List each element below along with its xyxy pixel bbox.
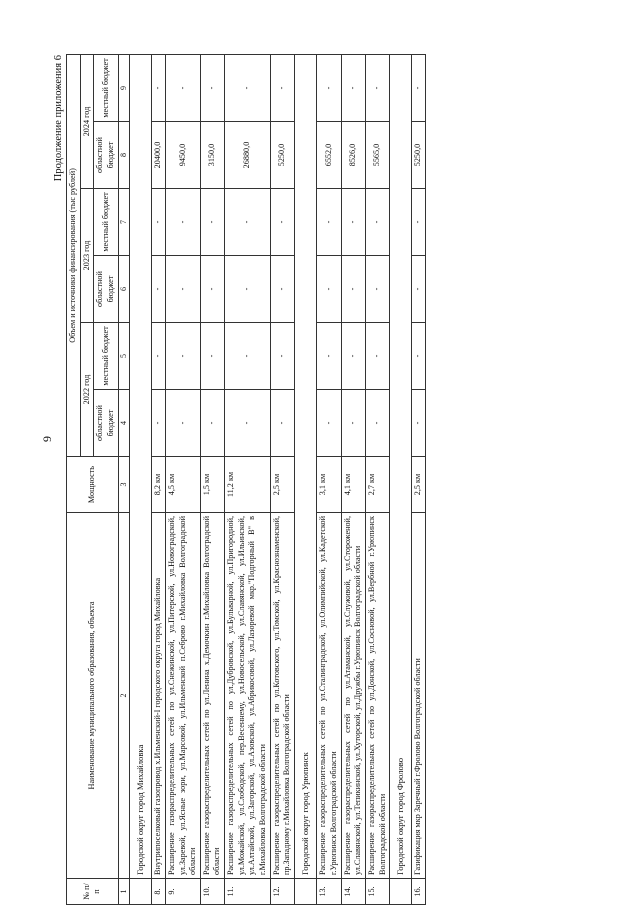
funding-value: - (152, 54, 166, 121)
funding-value: 3150,0 (200, 122, 224, 189)
funding-value: - (412, 189, 426, 256)
section-empty-cell (130, 879, 152, 905)
section-title: Городской округ город Фролово (390, 54, 412, 878)
table-body (130, 54, 426, 904)
col-index: 7 (118, 189, 129, 256)
row-number: 12. (270, 879, 294, 905)
table-row (165, 54, 200, 904)
funding-value: - (270, 54, 294, 121)
header-year-2023: 2023 год (80, 189, 94, 323)
section-row (390, 54, 412, 904)
rotated-table-sheet (48, 55, 426, 905)
row-number: 8. (152, 879, 166, 905)
header-regional: областной бюджет (94, 256, 118, 323)
funding-value: - (365, 256, 389, 323)
row-number: 14. (341, 879, 365, 905)
funding-value: 9450,0 (165, 122, 200, 189)
funding-value: - (152, 390, 166, 457)
funding-value: - (341, 189, 365, 256)
financing-table (66, 54, 426, 905)
funding-value: - (225, 54, 271, 121)
capacity-value: 8,2 км (152, 457, 166, 513)
table-row (412, 54, 426, 904)
funding-value: - (412, 323, 426, 390)
col-index: 4 (118, 390, 129, 457)
funding-value: - (225, 323, 271, 390)
col-index: 9 (118, 54, 129, 121)
header-local: местный бюджет (94, 189, 118, 256)
funding-value: - (412, 256, 426, 323)
table-header (67, 54, 130, 904)
capacity-value: 11,2 км (225, 457, 271, 513)
funding-value: - (165, 256, 200, 323)
section-row (130, 54, 152, 904)
funding-value: - (412, 54, 426, 121)
section-row (295, 54, 317, 904)
row-number: 11. (225, 879, 271, 905)
funding-value: - (365, 54, 389, 121)
header-local: местный бюджет (94, 54, 118, 121)
capacity-value: 4,5 км (165, 457, 200, 513)
funding-value: - (365, 390, 389, 457)
header-funding: Объем и источники финансирования (тыс рублей) (67, 54, 81, 456)
object-name: Расширение газораспределительных сетей по ул.Сталинградской, ул.Олимпийской, ул.Кадетской г.Урюпинск Волгоградской области (317, 513, 341, 879)
funding-value: - (200, 54, 224, 121)
header-local: местный бюджет (94, 323, 118, 390)
row-number: 9. (165, 879, 200, 905)
header-regional: областной бюджет (94, 122, 118, 189)
funding-value: - (225, 390, 271, 457)
funding-value: - (225, 256, 271, 323)
header-regional: областной бюджет (94, 390, 118, 457)
funding-value: - (270, 256, 294, 323)
section-empty-cell (295, 879, 317, 905)
col-index: 5 (118, 323, 129, 390)
col-index: 1 (118, 879, 129, 905)
table-row (341, 54, 365, 904)
row-number: 13. (317, 879, 341, 905)
col-index: 2 (118, 513, 129, 879)
capacity-value: 4,1 км (341, 457, 365, 513)
funding-value: - (341, 54, 365, 121)
funding-value: - (200, 390, 224, 457)
funding-value: 5250,0 (270, 122, 294, 189)
funding-value: 20400,0 (152, 122, 166, 189)
funding-value: - (165, 323, 200, 390)
funding-value: 5250,0 (412, 122, 426, 189)
funding-value: - (200, 256, 224, 323)
funding-value: 8526,0 (341, 122, 365, 189)
funding-value: - (341, 390, 365, 457)
funding-value: 26880,0 (225, 122, 271, 189)
funding-value: - (165, 189, 200, 256)
funding-value: - (365, 189, 389, 256)
object-name: Расширение газораспределительных сетей по ул.Атаманской, ул.Служивой, ул.Стороженой, ул.Славянской, ул.Тепикинской, ул.Хуторской, ул.Дружбы г.Урюпинск Волгоградской области (341, 513, 365, 879)
funding-value: - (317, 54, 341, 121)
header-year-2024: 2024 год (80, 54, 94, 188)
funding-value: - (341, 323, 365, 390)
funding-value: - (152, 323, 166, 390)
section-title: Городской округ город Урюпинск (295, 54, 317, 878)
funding-value: - (165, 54, 200, 121)
object-name: Расширение газораспределительных сетей по ул.Котовского, ул.Томской, ул.Краснознаменской, пр.Западному г.Михайловка Волгоградской области (270, 513, 294, 879)
header-capacity: Мощность (67, 457, 119, 513)
capacity-value: 3,1 км (317, 457, 341, 513)
table-row (200, 54, 224, 904)
funding-value: - (200, 323, 224, 390)
capacity-value: 2,5 км (412, 457, 426, 513)
funding-value: - (412, 390, 426, 457)
row-number: 15. (365, 879, 389, 905)
capacity-value: 1,5 км (200, 457, 224, 513)
header-year-2022: 2022 год (80, 323, 94, 457)
funding-value: - (270, 189, 294, 256)
funding-value: - (365, 323, 389, 390)
table-row (152, 54, 166, 904)
col-index: 8 (118, 122, 129, 189)
funding-value: 5565,0 (365, 122, 389, 189)
object-name: Внутрипоселковый газопровод х.Ильменский-I городского округа город Михайловка (152, 513, 166, 879)
funding-value: - (165, 390, 200, 457)
section-title: Городской округ город Михайловка (130, 54, 152, 878)
object-name: Расширение газораспределительных сетей по ул.Дубровской, ул.Бульварной, ул.Пригородной, ул.Можайской, ул.Слободской, пер.Весеннему, ул.Новосельской, ул.Славянской, ул.Ильинской, ул.Алтайской, ул.Загорской, ул.Азовской, ул.Абрикосовой, ул.Лазоревой мкр."Подгорный В" в г.Михайловка Волгоградской области (225, 513, 271, 879)
capacity-value: 2,7 км (365, 457, 389, 513)
row-number: 16. (412, 879, 426, 905)
continuation-label: Продолжение приложения 6 (53, 55, 64, 182)
object-name: Расширение газораспределительных сетей по ул.Ленина х.Демочкин г.Михайловка Волгоградской области (200, 513, 224, 879)
funding-value: - (317, 390, 341, 457)
table-row (225, 54, 271, 904)
funding-value: - (225, 189, 271, 256)
funding-value: - (270, 390, 294, 457)
funding-value: - (152, 189, 166, 256)
header-name: Наименование муниципального образования, объекта (67, 513, 119, 879)
funding-value: - (317, 189, 341, 256)
funding-value: 6552,0 (317, 122, 341, 189)
funding-value: - (270, 323, 294, 390)
funding-value: - (341, 256, 365, 323)
funding-value: - (317, 256, 341, 323)
section-empty-cell (390, 879, 412, 905)
col-index: 3 (118, 457, 129, 513)
page-number: 9 (40, 436, 54, 442)
continuation-header (48, 55, 66, 905)
object-name: Расширение газораспределительных сетей по ул.Снежинской, ул.Питерской, ул.Новоградской, ул.Заревой, ул.Ясные зори, ул.Марсовой, ул.Ильменской п.Себрово г.Михайловка Волгоградской области (165, 513, 200, 879)
funding-value: - (200, 189, 224, 256)
header-no: № п/п (67, 879, 119, 905)
column-index-row (118, 54, 129, 904)
col-index: 6 (118, 256, 129, 323)
table-row (317, 54, 341, 904)
capacity-value: 2,5 км (270, 457, 294, 513)
object-name: Расширение газораспределительных сетей по ул.Донской, ул.Сосновой, ул.Вербной г.Урюпинск Волгоградской области (365, 513, 389, 879)
table-row (365, 54, 389, 904)
object-name: Газификация мкр Заречный г.Фролово Волгоградской области (412, 513, 426, 879)
table-row (270, 54, 294, 904)
row-number: 10. (200, 879, 224, 905)
funding-value: - (317, 323, 341, 390)
funding-value: - (152, 256, 166, 323)
